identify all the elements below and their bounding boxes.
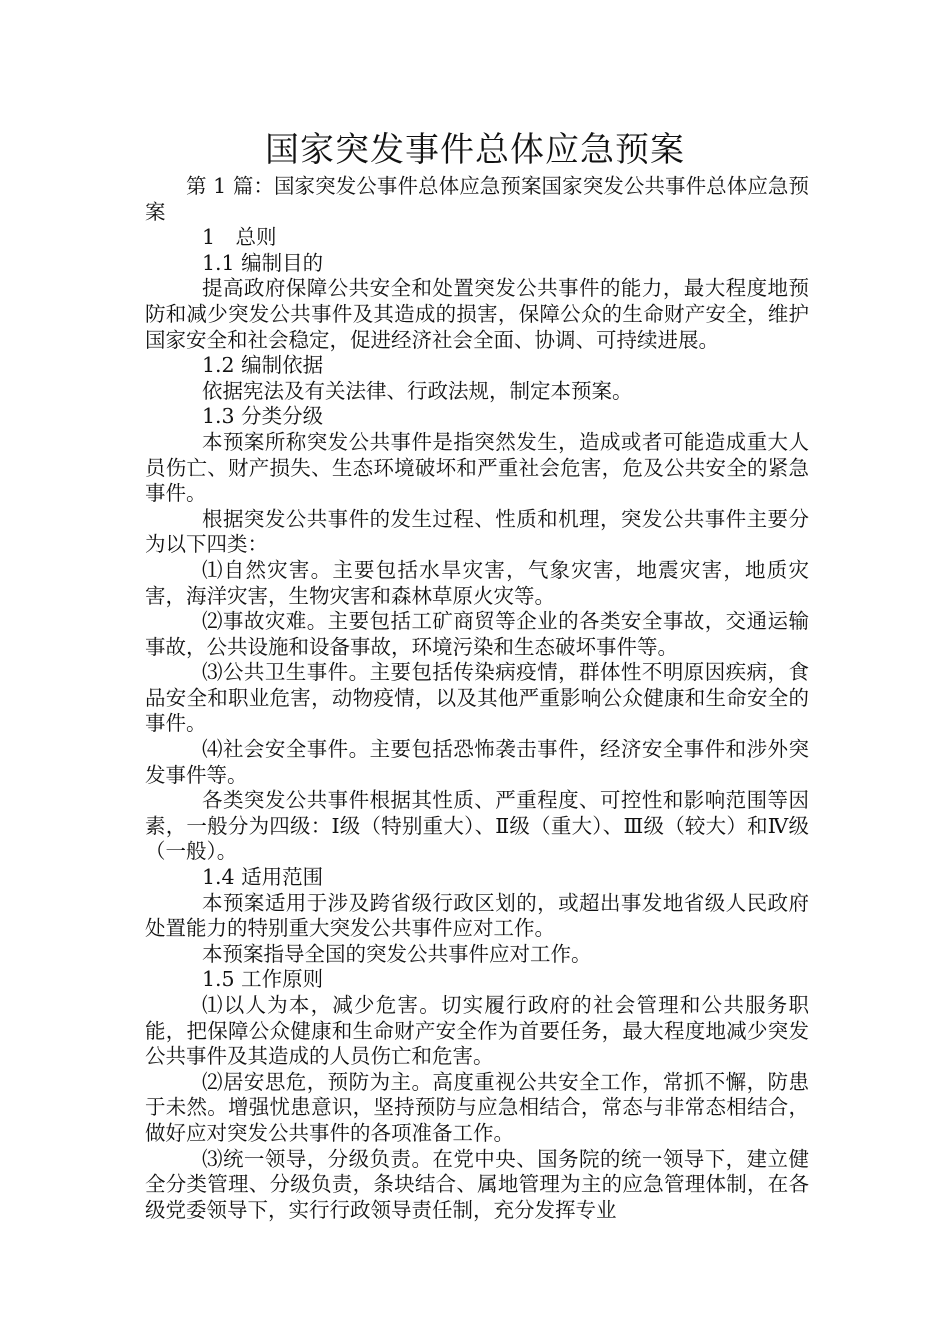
paragraph: 根据突发公共事件的发生过程、性质和机理，突发公共事件主要分为以下四类： (145, 506, 809, 557)
subsection-heading: 1.5 工作原则 (202, 967, 324, 992)
paragraph: 本预案所称突发公共事件是指突然发生，造成或者可能造成重大人员伤亡、财产损失、生态环境破坏和严重社会危害，危及公共安全的紧急事件。 (145, 429, 809, 506)
list-item: ⑵居安思危，预防为主。高度重视公共安全工作，常抓不懈，防患于未然。增强忧患意识，坚持预防与应急相结合，常态与非常态相结合，做好应对突发公共事件的各项准备工作。 (145, 1069, 809, 1145)
paragraph: 依据宪法及有关法律、行政法规，制定本预案。 (202, 378, 633, 403)
document-title: 国家突发事件总体应急预案 (265, 130, 685, 170)
list-item: ⑵事故灾难。主要包括工矿商贸等企业的各类安全事故，交通运输事故，公共设施和设备事故，环境污染和生态破坏事件等。 (145, 609, 809, 659)
paragraph: 本预案适用于涉及跨省级行政区划的，或超出事发地省级人民政府处置能力的特别重大突发公共事件应对工作。 (145, 890, 809, 941)
subsection-heading: 1.4 适用范围 (202, 865, 324, 890)
subsection-heading: 1.3 分类分级 (202, 404, 324, 429)
chapter-intro: 第 1 篇：国家突发公事件总体应急预案国家突发公共事件总体应急预案 (145, 174, 809, 224)
subsection-heading: 1.2 编制依据 (202, 353, 324, 378)
list-item: ⑴以人为本，减少危害。切实履行政府的社会管理和公共服务职能，把保障公众健康和生命财产安全作为首要任务，最大程度地减少突发公共事件及其造成的人员伤亡和危害。 (145, 993, 809, 1069)
list-item: ⑶公共卫生事件。主要包括传染病疫情，群体性不明原因疾病，食品安全和职业危害，动物疫情，以及其他严重影响公众健康和生命安全的事件。 (145, 660, 809, 736)
subsection-heading: 1.1 编制目的 (202, 250, 324, 275)
section-heading-general: 1 总则 (202, 225, 277, 250)
list-item: ⑶统一领导，分级负责。在党中央、国务院的统一领导下，建立健全分类管理、分级负责，条块结合、属地管理为主的应急管理体制，在各级党委领导下，实行行政领导责任制，充分发挥专业 (145, 1146, 809, 1222)
paragraph: 本预案指导全国的突发公共事件应对工作。 (202, 941, 592, 966)
document-body (145, 174, 809, 1223)
paragraph: 提高政府保障公共安全和处置突发公共事件的能力，最大程度地预防和减少突发公共事件及其造成的损害，保障公众的生命财产安全，维护国家安全和社会稳定，促进经济社会全面、协调、可持续进展。 (145, 276, 809, 352)
paragraph: 各类突发公共事件根据其性质、严重程度、可控性和影响范围等因素，一般分为四级：Ⅰ级（特别重大）、Ⅱ级（重大）、Ⅲ级（较大）和Ⅳ级（一般）。 (145, 788, 809, 864)
list-item: ⑴自然灾害。主要包括水旱灾害，气象灾害，地震灾害，地质灾害，海洋灾害，生物灾害和森林草原火灾等。 (145, 557, 809, 608)
list-item: ⑷社会安全事件。主要包括恐怖袭击事件，经济安全事件和涉外突发事件等。 (145, 737, 809, 787)
